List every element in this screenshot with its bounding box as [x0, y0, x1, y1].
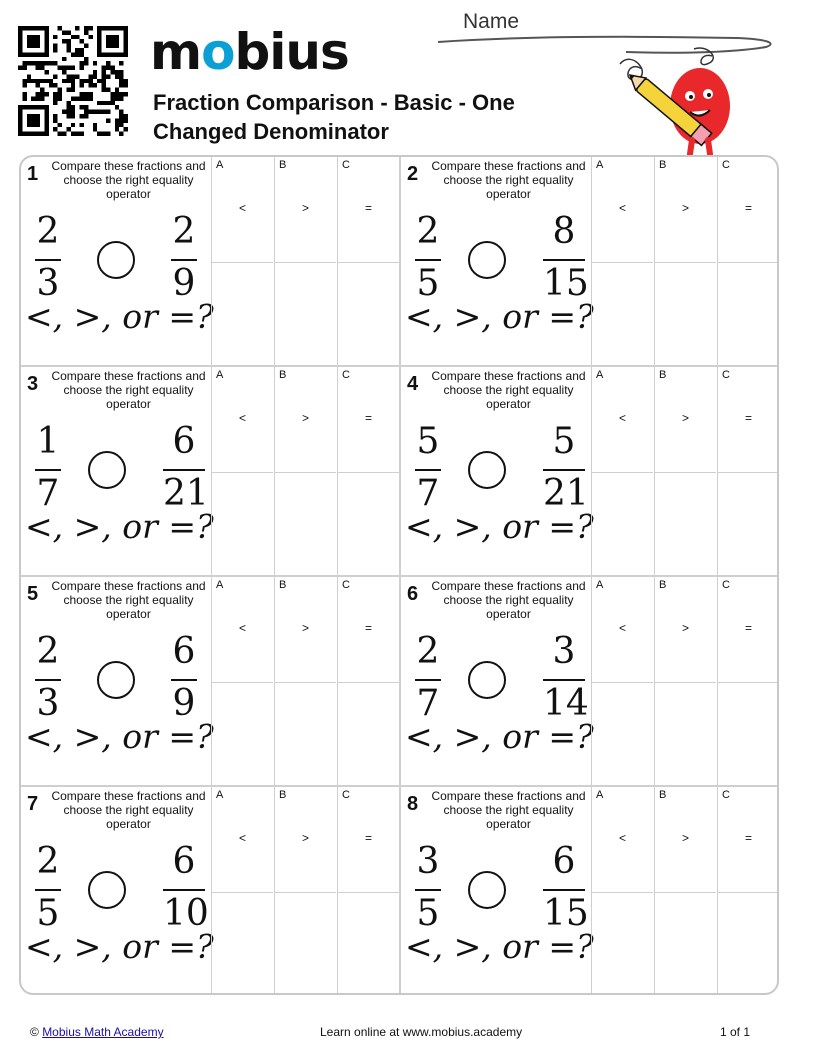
problem-number: 8 — [407, 793, 419, 815]
choice-symbol: = — [364, 411, 372, 425]
problems-grid — [19, 155, 779, 995]
choice-symbol: < — [238, 621, 246, 635]
answer-choice-b[interactable] — [274, 787, 336, 995]
answer-choice-c[interactable] — [717, 157, 779, 365]
choice-symbol: < — [238, 201, 246, 215]
left-numerator: 1 — [36, 421, 60, 462]
right-denominator: 10 — [163, 893, 209, 934]
answer-circle[interactable] — [88, 871, 126, 909]
answer-choice-c[interactable] — [337, 577, 399, 785]
choice-divider — [592, 262, 653, 263]
answer-choice-a[interactable] — [591, 577, 653, 785]
fraction-bar — [543, 679, 585, 681]
right-fraction — [543, 211, 589, 304]
choice-letter: A — [596, 789, 604, 801]
choice-letter: C — [342, 789, 350, 801]
fraction-bar — [415, 889, 441, 891]
right-numerator: 5 — [552, 421, 576, 462]
problem-instructions: Compare these fractions and choose the right equality operator — [51, 369, 206, 411]
choice-letter: B — [279, 579, 287, 591]
right-numerator: 8 — [552, 211, 576, 252]
problem-card — [21, 577, 401, 787]
problem-number: 6 — [407, 583, 419, 605]
answer-circle[interactable] — [97, 661, 135, 699]
answer-choices — [211, 367, 399, 575]
fraction-bar — [543, 889, 585, 891]
fraction-bar — [35, 679, 61, 681]
choice-symbol: = — [744, 201, 752, 215]
right-fraction — [543, 841, 589, 934]
problem-instructions: Compare these fractions and choose the right equality operator — [431, 159, 586, 201]
choice-divider — [275, 682, 336, 683]
choice-symbol: < — [618, 201, 626, 215]
choice-letter: B — [659, 579, 667, 591]
choice-divider — [592, 682, 653, 683]
operators-prompt: <, >, or =? — [405, 297, 594, 336]
choice-divider — [212, 472, 273, 473]
fraction-bar — [415, 259, 441, 261]
choice-symbol: > — [681, 201, 689, 215]
problem-instructions: Compare these fractions and choose the right equality operator — [51, 789, 206, 831]
page-title: Fraction Comparison - Basic - One Changed Denominator — [153, 90, 515, 144]
operators-prompt: <, >, or =? — [405, 507, 594, 546]
left-denominator: 5 — [416, 893, 440, 934]
answer-choices — [211, 157, 399, 365]
choice-letter: C — [342, 369, 350, 381]
problem-instructions: Compare these fractions and choose the right equality operator — [431, 789, 586, 831]
right-fraction — [163, 841, 209, 934]
choice-letter: A — [216, 789, 224, 801]
fraction-bar — [415, 679, 441, 681]
fraction-bar — [163, 469, 205, 471]
answer-choice-a[interactable] — [211, 787, 273, 995]
fraction-bar — [415, 469, 441, 471]
choice-divider — [718, 682, 779, 683]
answer-choice-c[interactable] — [337, 367, 399, 575]
choice-letter: B — [279, 369, 287, 381]
right-numerator: 6 — [172, 631, 196, 672]
answer-circle[interactable] — [88, 451, 126, 489]
choice-divider — [338, 262, 399, 263]
left-numerator: 5 — [416, 421, 440, 462]
logo-text-part: bius — [234, 23, 349, 81]
right-denominator: 15 — [543, 263, 589, 304]
answer-choices — [591, 367, 779, 575]
answer-circle[interactable] — [468, 661, 506, 699]
choice-letter: B — [659, 159, 667, 171]
choice-symbol: = — [744, 831, 752, 845]
operators-prompt: <, >, or =? — [25, 717, 214, 756]
operators-prompt: <, >, or =? — [25, 507, 214, 546]
right-numerator: 6 — [172, 841, 196, 882]
left-fraction — [415, 842, 441, 934]
answer-choice-b[interactable] — [654, 367, 716, 575]
right-numerator: 3 — [552, 631, 576, 672]
choice-divider — [718, 262, 779, 263]
right-numerator: 6 — [552, 841, 576, 882]
choice-symbol: = — [744, 411, 752, 425]
choice-symbol: = — [364, 831, 372, 845]
answer-choice-c[interactable] — [337, 787, 399, 995]
left-numerator: 2 — [36, 211, 60, 252]
fraction-bar — [35, 889, 61, 891]
right-fraction — [171, 632, 197, 724]
right-denominator: 21 — [163, 473, 209, 514]
left-fraction — [35, 212, 61, 304]
choice-divider — [275, 472, 336, 473]
choice-letter: A — [216, 579, 224, 591]
answer-choice-b[interactable] — [654, 577, 716, 785]
choice-letter: A — [596, 159, 604, 171]
problem-instructions: Compare these fractions and choose the right equality operator — [51, 159, 206, 201]
right-denominator: 9 — [172, 263, 196, 304]
left-fraction — [35, 842, 61, 934]
answer-choice-b[interactable] — [274, 157, 336, 365]
left-fraction — [35, 422, 61, 514]
answer-circle[interactable] — [97, 241, 135, 279]
choice-letter: A — [216, 159, 224, 171]
choice-symbol: > — [681, 831, 689, 845]
answer-choices — [211, 577, 399, 785]
problem-number: 3 — [27, 373, 39, 395]
choice-letter: B — [659, 789, 667, 801]
choice-symbol: < — [238, 831, 246, 845]
answer-choice-b[interactable] — [274, 577, 336, 785]
choice-letter: B — [279, 159, 287, 171]
left-fraction — [415, 422, 441, 514]
answer-choice-c[interactable] — [717, 577, 779, 785]
choice-divider — [212, 892, 273, 893]
right-fraction — [543, 421, 589, 514]
answer-choice-b[interactable] — [654, 157, 716, 365]
choice-divider — [655, 472, 716, 473]
choice-divider — [212, 262, 273, 263]
choice-divider — [718, 472, 779, 473]
choice-divider — [338, 682, 399, 683]
choice-divider — [592, 892, 653, 893]
answer-circle[interactable] — [468, 451, 506, 489]
choice-symbol: < — [238, 411, 246, 425]
left-numerator: 2 — [416, 211, 440, 252]
answer-choices — [591, 157, 779, 365]
problem-instructions: Compare these fractions and choose the right equality operator — [51, 579, 206, 621]
answer-choice-a[interactable] — [591, 367, 653, 575]
answer-choices — [591, 577, 779, 785]
answer-choice-b[interactable] — [654, 787, 716, 995]
problem-number: 5 — [27, 583, 39, 605]
problem-card — [401, 157, 779, 367]
answer-choice-c[interactable] — [717, 367, 779, 575]
problem-card — [21, 367, 401, 577]
operators-prompt: <, >, or =? — [25, 297, 214, 336]
answer-choice-c[interactable] — [717, 787, 779, 995]
choice-letter: B — [279, 789, 287, 801]
problem-number: 1 — [27, 163, 39, 185]
fraction-bar — [35, 259, 61, 261]
choice-divider — [592, 472, 653, 473]
mobius-logo — [150, 22, 349, 82]
answer-choice-a[interactable] — [211, 157, 273, 365]
logo-o-drop: o — [201, 23, 235, 81]
operators-prompt: <, >, or =? — [405, 927, 594, 966]
choice-divider — [275, 892, 336, 893]
left-denominator: 7 — [36, 473, 60, 514]
answer-choices — [591, 787, 779, 995]
problem-card — [21, 787, 401, 995]
footer-copyright — [30, 1025, 164, 1039]
choice-divider — [718, 892, 779, 893]
answer-circle[interactable] — [468, 871, 506, 909]
choice-divider — [338, 472, 399, 473]
fraction-bar — [543, 469, 585, 471]
left-fraction — [35, 632, 61, 724]
mobius-academy-link[interactable]: Mobius Math Academy — [42, 1025, 164, 1039]
problem-number: 2 — [407, 163, 419, 185]
choice-divider — [655, 262, 716, 263]
left-denominator: 3 — [36, 683, 60, 724]
answer-choice-a[interactable] — [211, 577, 273, 785]
choice-divider — [655, 682, 716, 683]
answer-choice-a[interactable] — [211, 367, 273, 575]
operators-prompt: <, >, or =? — [25, 927, 214, 966]
answer-choices — [211, 787, 399, 995]
left-denominator: 7 — [416, 473, 440, 514]
right-denominator: 15 — [543, 893, 589, 934]
right-denominator: 14 — [543, 683, 589, 724]
choice-symbol: < — [618, 411, 626, 425]
choice-symbol: > — [681, 411, 689, 425]
choice-symbol: > — [301, 201, 309, 215]
choice-symbol: > — [301, 831, 309, 845]
choice-divider — [275, 262, 336, 263]
choice-symbol: > — [301, 621, 309, 635]
name-label: Name — [463, 10, 520, 33]
choice-divider — [212, 682, 273, 683]
choice-letter: C — [722, 369, 730, 381]
right-denominator: 21 — [543, 473, 589, 514]
copyright-symbol: © — [30, 1025, 39, 1039]
choice-symbol: > — [681, 621, 689, 635]
answer-choice-a[interactable] — [591, 787, 653, 995]
problem-card — [401, 787, 779, 995]
left-numerator: 2 — [416, 631, 440, 672]
problem-number: 7 — [27, 793, 39, 815]
left-fraction — [415, 632, 441, 724]
qr-code — [18, 26, 128, 136]
right-fraction — [171, 212, 197, 304]
fraction-bar — [543, 259, 585, 261]
choice-letter: A — [216, 369, 224, 381]
answer-choice-b[interactable] — [274, 367, 336, 575]
problem-card — [401, 367, 779, 577]
answer-choice-c[interactable] — [337, 157, 399, 365]
choice-divider — [655, 892, 716, 893]
problem-card — [401, 577, 779, 787]
choice-letter: B — [659, 369, 667, 381]
right-denominator: 9 — [172, 683, 196, 724]
choice-letter: A — [596, 579, 604, 591]
choice-letter: A — [596, 369, 604, 381]
choice-symbol: = — [744, 621, 752, 635]
right-fraction — [543, 631, 589, 724]
right-fraction — [163, 421, 209, 514]
problem-instructions: Compare these fractions and choose the right equality operator — [431, 579, 586, 621]
choice-letter: C — [722, 579, 730, 591]
problem-instructions: Compare these fractions and choose the right equality operator — [431, 369, 586, 411]
choice-letter: C — [342, 579, 350, 591]
answer-choice-a[interactable] — [591, 157, 653, 365]
left-denominator: 7 — [416, 683, 440, 724]
fraction-bar — [171, 679, 197, 681]
problem-card — [21, 157, 401, 367]
choice-letter: C — [722, 789, 730, 801]
choice-symbol: < — [618, 621, 626, 635]
logo-text-part: m — [150, 23, 202, 81]
fraction-bar — [163, 889, 205, 891]
pencil-mascot-illustration — [612, 44, 732, 156]
choice-symbol: = — [364, 201, 372, 215]
left-numerator: 3 — [416, 841, 440, 882]
left-denominator: 3 — [36, 263, 60, 304]
choice-letter: C — [722, 159, 730, 171]
left-fraction — [415, 212, 441, 304]
choice-symbol: = — [364, 621, 372, 635]
fraction-bar — [35, 469, 61, 471]
fraction-bar — [171, 259, 197, 261]
left-denominator: 5 — [416, 263, 440, 304]
choice-symbol: > — [301, 411, 309, 425]
left-numerator: 2 — [36, 631, 60, 672]
answer-circle[interactable] — [468, 241, 506, 279]
operators-prompt: <, >, or =? — [405, 717, 594, 756]
footer-page-number: 1 of 1 — [720, 1025, 751, 1039]
choice-letter: C — [342, 159, 350, 171]
choice-divider — [338, 892, 399, 893]
left-denominator: 5 — [36, 893, 60, 934]
problem-number: 4 — [407, 373, 419, 395]
left-numerator: 2 — [36, 841, 60, 882]
right-numerator: 2 — [172, 211, 196, 252]
choice-symbol: < — [618, 831, 626, 845]
right-numerator: 6 — [172, 421, 196, 462]
footer-learn-online: Learn online at www.mobius.academy — [320, 1025, 523, 1039]
